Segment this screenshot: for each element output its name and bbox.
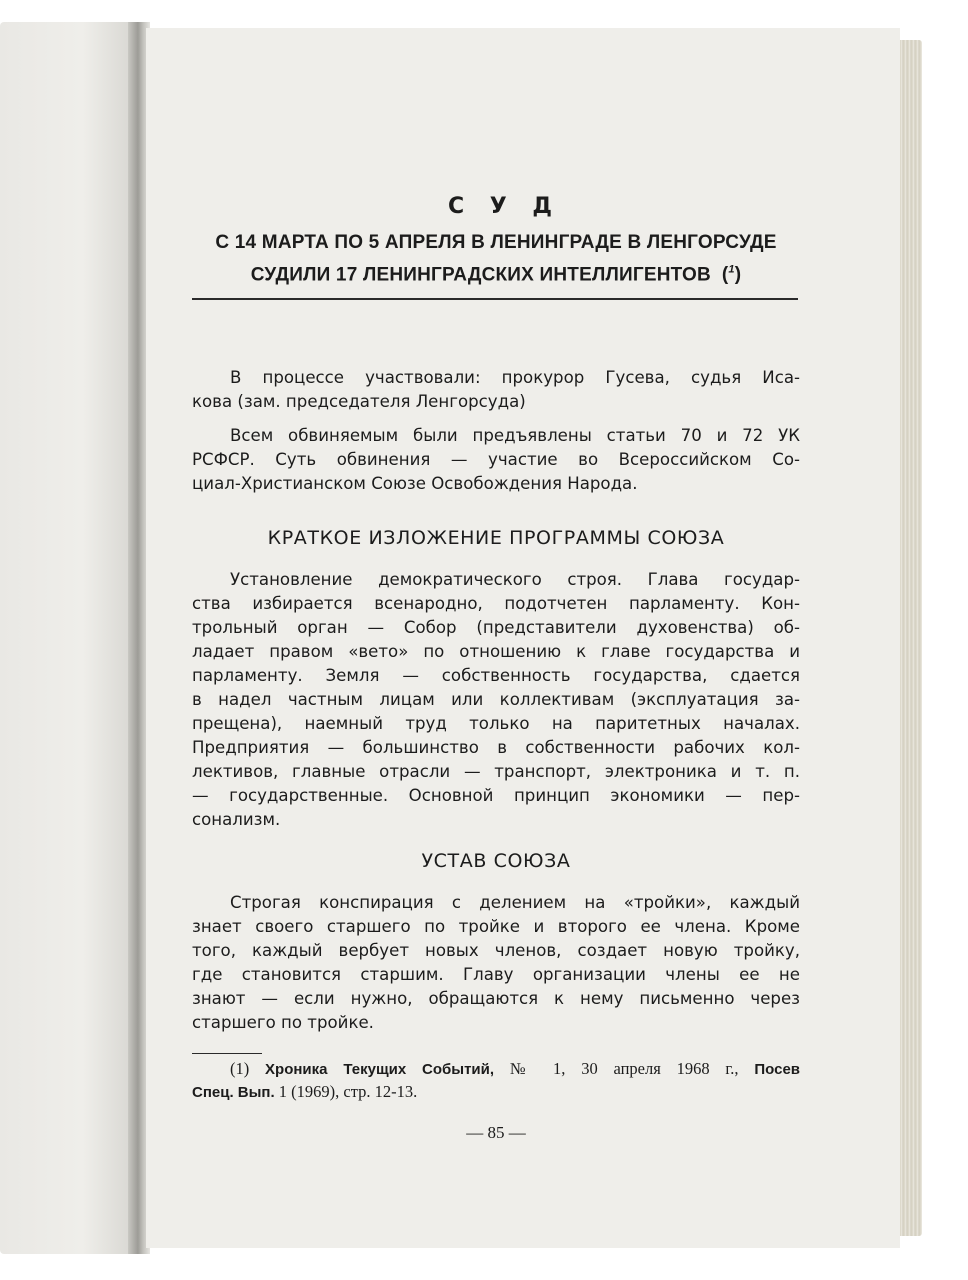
footnote-details-1: № 1, 30 апреля 1968 г., [509, 1059, 739, 1078]
intro-p2-line-2: РСФСР. Суть обвинения — участие во Всероссийском Со- [192, 450, 800, 469]
intro-p1-line-1: В процессе участвовали: прокурор Гусева, судья Иса- [230, 368, 800, 387]
footnote-marker: (1) [230, 1059, 250, 1078]
heading-footnote-ref: ($^1$) [721, 264, 742, 286]
footnote-source-1: Хроника Текущих Событий, [265, 1061, 495, 1078]
footnote-source-2: Посев [754, 1061, 801, 1078]
heading-line-2-text: СУДИЛИ 17 ЛЕНИНГРАДСКИХ ИНТЕЛЛИГЕНТОВ [250, 264, 711, 286]
program-line-7: прещена), наемный труд только на паритетных началах. [192, 714, 800, 733]
intro-p1-line-2: кова (зам. председателя Ленгорсуда) [192, 392, 526, 411]
program-line-5: парламенту. Земля — собственность государства, сдается [192, 666, 800, 685]
charter-line-2: знает своего старшего по тройке и второго ее члена. Кроме [192, 917, 800, 936]
program-line-3: трольный орган — Собор (представители духовенства) об- [192, 618, 800, 637]
heading-line-2 [192, 264, 800, 286]
chapter-title: С У Д [448, 194, 562, 219]
program-section-title: КРАТКОЕ ИЗЛОЖЕНИЕ ПРОГРАММЫ СОЮЗА [267, 527, 725, 549]
program-line-9: лективов, главные отрасли — транспорт, электроника и т. п. [192, 762, 800, 781]
intro-p2-line-3: циал-Христианском Союзе Освобождения Народа. [192, 474, 638, 493]
program-line-1: Установление демократического строя. Глава государ- [230, 570, 800, 589]
program-line-4: ладает правом «вето» по отношению к главе государства и [192, 642, 800, 661]
footnote-source-3: Спец. Вып. [192, 1084, 275, 1101]
footnote-details-2: 1 (1969), стр. 12-13. [278, 1082, 418, 1101]
footnote-line-1 [230, 1058, 800, 1081]
footnote-line-2 [192, 1081, 800, 1104]
program-line-6: в надел частным лицам или коллективам (эксплуатация за- [192, 690, 800, 709]
charter-line-1: Строгая конспирация с делением на «тройки», каждый [230, 893, 800, 912]
charter-line-6: старшего по тройке. [192, 1013, 374, 1032]
heading-line-1: С 14 МАРТА ПО 5 АПРЕЛЯ В ЛЕНИНГРАДЕ В ЛЕНГОРСУДЕ [215, 232, 777, 253]
program-line-2: ства избирается всенародно, подотчетен парламенту. Кон- [192, 594, 800, 613]
charter-line-4: где становится старшим. Главу организации члены ее не [192, 965, 800, 984]
intro-p2-line-1: Всем обвиняемым были предъявлены статьи 70 и 72 УК [230, 426, 800, 445]
page-number: — 85 — [466, 1123, 526, 1142]
program-line-8: Предприятия — большинство в собственности рабочих кол- [192, 738, 800, 757]
charter-line-3: того, каждый вербует новых членов, создает новую тройку, [192, 941, 800, 960]
heading-rule [192, 298, 798, 300]
charter-section-title: УСТАВ СОЮЗА [421, 850, 571, 872]
charter-line-5: знают — если нужно, обращаются к нему письменно через [192, 989, 800, 1008]
program-line-10: — государственные. Основной принцип экономики — пер- [192, 786, 800, 805]
program-line-11: сонализм. [192, 810, 281, 829]
footnote-rule [192, 1053, 262, 1054]
